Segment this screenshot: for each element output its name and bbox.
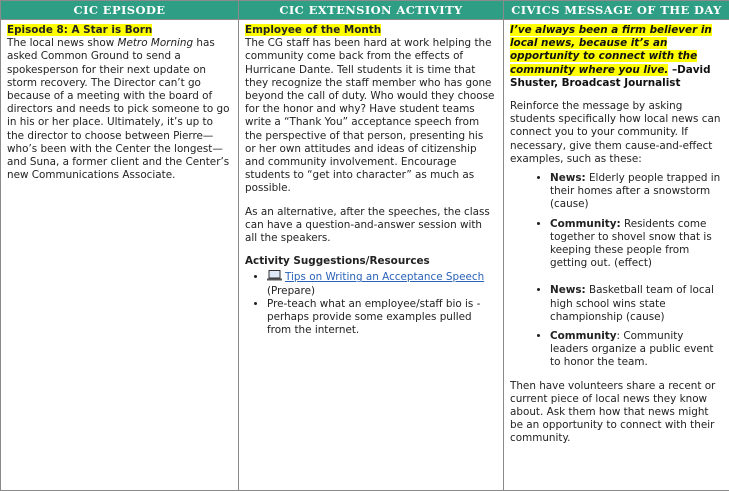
resource-note: (Prepare) [267,285,315,297]
quote-attribution: –David Shuster, Broadcast Journalist [510,64,711,89]
episode-title: Episode 8: A Star is Born [7,24,152,36]
activity-title: Employee of the Month [245,24,381,36]
content-row [1,20,729,491]
episode-body [7,37,232,182]
civics-closing: Then have volunteers share a recent or current piece of local news they know about. Ask them how that news might be an opportunity to connect with their community. [510,380,723,446]
example-item [550,218,723,271]
episode-body-prefix: The local news show [7,37,118,49]
header-civics-message: CIVICS MESSAGE OF THE DAY [504,1,729,20]
header-row [1,1,729,20]
example-term: News: [550,284,586,296]
resources-title: Activity Suggestions/Resources [245,255,497,268]
activity-paragraph-2: As an alternative, after the speeches, the class can have a question-and-answer session with all the speakers. [245,206,497,246]
laptop-icon [267,270,282,281]
example-item [550,330,723,370]
example-text: Basketball team of local high school wins state championship (cause) [550,284,714,322]
resource-item-bio: • Pre-teach what an employee/staff bio is - perhaps provide some examples pulled from the internet. [267,298,497,338]
example-text: Residents come together to shovel snow that is keeping these people from getting out. (effect) [550,218,712,270]
civics-intro: Reinforce the message by asking students specifically how local news can connect you to your community. If necessary, give them cause-and-effect examples, such as these: [510,100,723,166]
resources-list [245,270,497,337]
example-item [550,284,723,324]
example-text: Elderly people trapped in their homes after a snowstorm (cause) [550,172,720,210]
activity-paragraph-1: The CG staff has been hard at work helping the community come back from the effects of Hurricane Dante. Tell students it is time that they recognize the staff member who has gone beyond the call of duty. Who would they choose for the honor and why? Have student teams write a “Thank You” acceptance speech from the perspective of that person, presenting his or her own attitudes and ideas of citizenship and community involvement. Encourage students to “get into character” as much as possible. [245,37,497,195]
example-term: News: [550,172,586,184]
quote-text: I’ve always been a firm believer in local news, because it’s an opportunity to connect with the community where you live. [510,24,712,76]
civics-quote [510,24,723,90]
header-cic-episode: CIC EPISODE [1,1,239,20]
example-term: Community [550,330,617,342]
episode-cell [1,20,239,491]
resource-item-link [267,270,497,297]
examples-list [510,172,723,370]
acceptance-speech-link[interactable]: Tips on Writing an Acceptance Speech [285,271,484,283]
example-term: Community: [550,218,621,230]
episode-body-suffix: has asked Common Ground to send a spokesperson for their next update on storm recovery. The Director can’t go because of a meeting with the board of directors and needs to pick someone to go in his or her place. Ultimately, it’s up to the director to choose between Pierre—who’s been with the Center the longest—and Suna, a former client and the Center’s new Communications Associate. [7,37,229,181]
show-name: Metro Morning [118,37,194,49]
civics-cell [504,20,729,491]
example-item [550,172,723,212]
extension-cell [239,20,504,491]
example-text: : Community leaders organize a public event to honor the team. [550,330,714,368]
header-cic-extension-activity: CIC EXTENSION ACTIVITY [239,1,504,20]
